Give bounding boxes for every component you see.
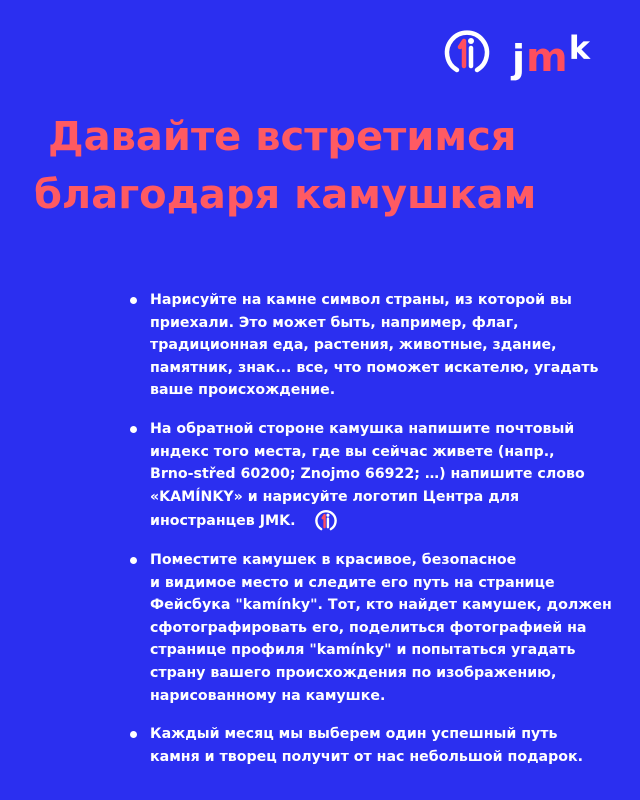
text-line-with-logo [150,508,606,533]
bullet-dot [130,426,137,433]
text-line: иностранцев JMK. [150,513,296,530]
text-line: приехали. Это может быть, например, флаг, [150,314,519,331]
text-line: Каждый месяц мы выберем один успешный путь [150,726,558,743]
text-line: камня и творец получит от нас небольшой подарок. [150,748,584,765]
text-line: Фейсбука "kamínky". Тот, кто найдет камушек, должен [150,597,612,614]
instruction-item [126,418,606,533]
instruction-list [126,289,612,784]
text-line: нарисованному на камушке. [150,687,386,704]
logo-letter-k: k [568,29,590,67]
title-line-1: Давайте встретимся [48,114,517,160]
logo-letter-m: m [526,35,568,81]
bullet-dot [130,557,137,564]
text-line: странице профиля "kamínky" и попытаться угадать [150,642,576,659]
text-line: На обратной стороне камушка напишите почтовый [150,420,575,437]
instruction-item [126,723,606,768]
bullet-dot [130,297,137,304]
text-line: индекс того места, где вы сейчас живете (напр., [150,443,555,460]
logo-letter-j: j [512,37,526,81]
logo-wordmark [512,26,590,81]
jmk-person-icon [442,26,492,76]
text-line: ваше происхождение. [150,382,336,399]
bullet-dot [130,731,137,738]
instruction-item [126,549,612,707]
text-line: сфотографировать его, поделиться фотографией на [150,619,587,636]
text-line: страну вашего происхождения по изображению, [150,664,557,681]
title-line-2: благодаря камушкам [34,172,537,218]
text-line: Brno-střed 60200; Znojmo 66922; …) напишите слово [150,466,585,483]
text-line: традиционная еда, растения, животные, здание, [150,337,557,354]
text-line: «KAMÍNKY» и нарисуйте логотип Центра для [150,488,520,505]
jmk-person-icon [314,508,338,532]
text-line: Поместите камушек в красивое, безопасное [150,551,517,568]
jmk-logo [442,26,612,81]
page-title [34,108,624,224]
text-line: и видимое место и следите его путь на странице [150,574,555,591]
text-line: Нарисуйте на камне символ страны, из которой вы [150,292,572,308]
text-line: памятник, знак... все, что поможет искателю, угадать [150,359,599,376]
instruction-item [126,289,606,402]
